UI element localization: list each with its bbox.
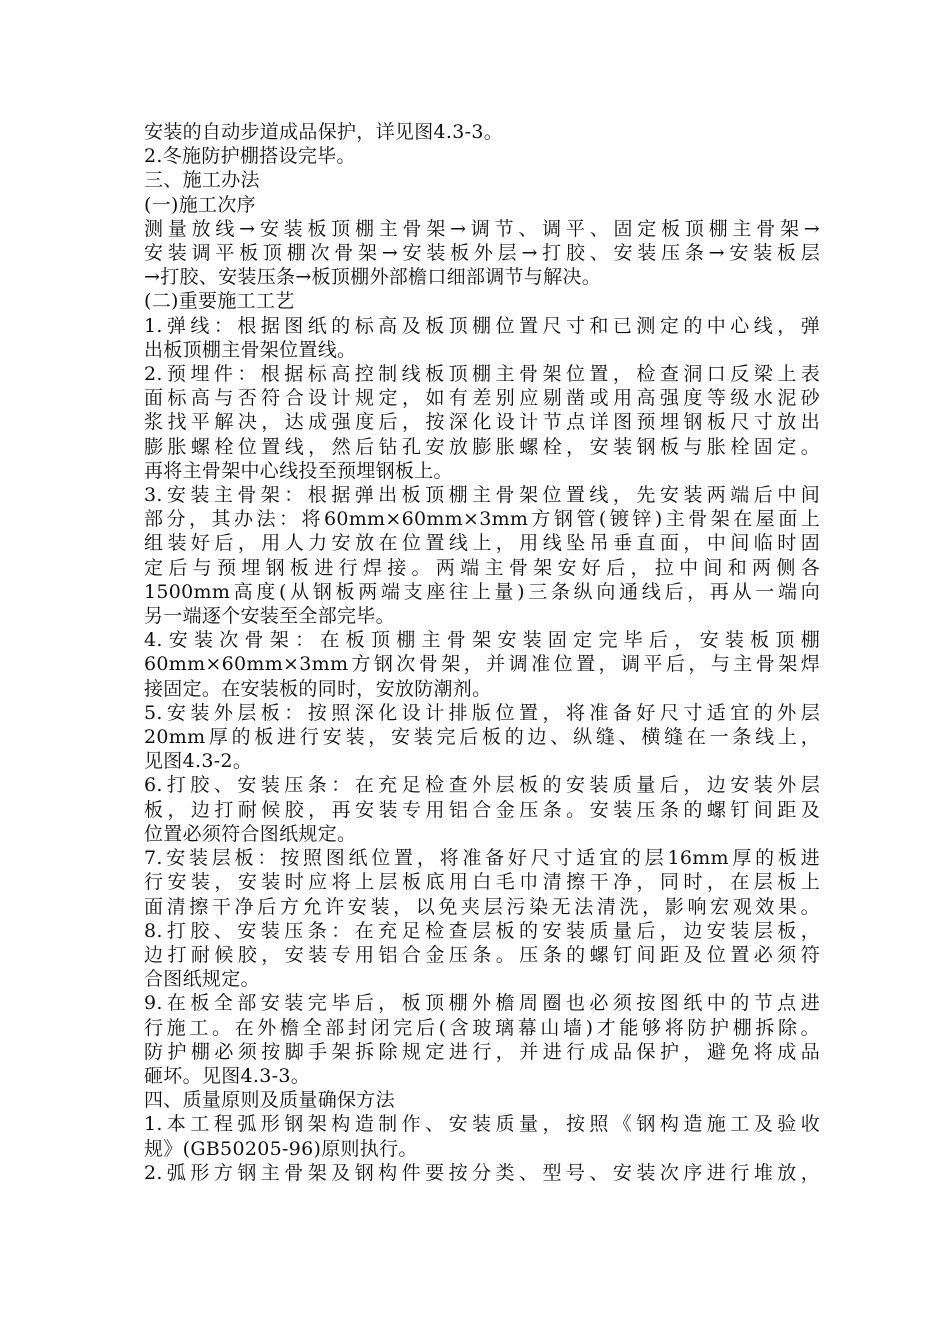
text-line: 边打耐候胶，安装专用铝合金压条。压条的螺钉间距及位置必须符 bbox=[144, 943, 820, 966]
text-line: 2.弧形方钢主骨架及钢构件要按分类、型号、安装次序进行堆放， bbox=[144, 1161, 820, 1184]
text-line: 位置必须符合图纸规定。 bbox=[144, 822, 357, 845]
text-line: 见图4.3-2。 bbox=[144, 750, 253, 773]
text-line: 防护棚必须按脚手架拆除规定进行，并进行成品保护，避免将成品 bbox=[144, 1040, 820, 1063]
text-line: 20mm厚的板进行安装，安装完后板的边、纵缝、横缝在一条线上， bbox=[144, 726, 820, 749]
text-line: 测量放线→安装板顶棚主骨架→调节、调平、固定板顶棚主骨架→ bbox=[144, 217, 820, 240]
text-line: 8.打胶、安装压条：在充足检查层板的安装质量后，边安装层板， bbox=[144, 919, 820, 942]
text-line: 2.冬施防护棚搭设完毕。 bbox=[144, 145, 356, 168]
text-line: 面标高与否符合设计规定，如有差别应剔凿或用高强度等级水泥砂 bbox=[144, 387, 820, 410]
text-line: 安装调平板顶棚次骨架→安装板外层→打胶、安装压条→安装板层 bbox=[144, 242, 820, 265]
text-line: 行安装，安装时应将上层板底用白毛巾清擦干净，同时，在层板上 bbox=[144, 871, 820, 894]
text-line: 组装好后，用人力安放在位置线上，用线坠吊垂直面，中间临时固 bbox=[144, 532, 820, 555]
text-line: 浆找平解决，达成强度后，按深化设计节点详图预埋钢板尺寸放出 bbox=[144, 411, 820, 434]
text-line: 5.安装外层板：按照深化设计排版位置，将准备好尺寸适宜的外层 bbox=[144, 701, 820, 724]
text-line: 板，边打耐候胶，再安装专用铝合金压条。安装压条的螺钉间距及 bbox=[144, 798, 820, 821]
text-line: (一)施工次序 bbox=[144, 193, 256, 216]
text-line: 再将主骨架中心线投至预埋钢板上。 bbox=[144, 459, 453, 482]
text-line: 合图纸规定。 bbox=[144, 968, 260, 991]
text-line: 出板顶棚主骨架位置线。 bbox=[144, 338, 357, 361]
text-line: 1.弹线：根据图纸的标高及板顶棚位置尺寸和已测定的中心线，弹 bbox=[144, 314, 820, 337]
text-line: 9.在板全部安装完毕后，板顶棚外檐周圈也必须按图纸中的节点进 bbox=[144, 992, 820, 1015]
text-line: 膨胀螺栓位置线，然后钻孔安放膨胀螺栓，安装钢板与胀栓固定。 bbox=[144, 435, 820, 458]
text-line: (二)重要施工工艺 bbox=[144, 290, 295, 313]
text-line: 四、质量原则及质量确保方法 bbox=[144, 1089, 395, 1112]
text-line: 行施工。在外檐全部封闭完后(含玻璃幕山墙)才能够将防护棚拆除。 bbox=[144, 1016, 820, 1039]
text-line: 60mm×60mm×3mm方钢次骨架，并调准位置，调平后，与主骨架焊 bbox=[144, 653, 820, 676]
text-line: 部分，其办法：将60mm×60mm×3mm方钢管(镀锌)主骨架在屋面上 bbox=[144, 508, 820, 531]
text-line: 规》(GB50205-96)原则执行。 bbox=[144, 1137, 418, 1160]
text-line: 接固定。在安装板的同时，安放防潮剂。 bbox=[144, 677, 492, 700]
text-line: →打胶、安装压条→板顶棚外部檐口细部调节与解决。 bbox=[144, 266, 602, 289]
text-line: 6.打胶、安装压条：在充足检查外层板的安装质量后，边安装外层 bbox=[144, 774, 820, 797]
text-line: 安装的自动步道成品保护，详见图4.3-3。 bbox=[144, 121, 504, 143]
text-line: 3.安装主骨架：根据弹出板顶棚主骨架位置线，先安装两端后中间 bbox=[144, 484, 820, 507]
text-line: 砸坏。见图4.3-3。 bbox=[144, 1064, 311, 1087]
text-line: 另一端逐个安装至全部完毕。 bbox=[144, 605, 395, 628]
text-line: 三、施工办法 bbox=[144, 169, 260, 192]
text-line: 2.预埋件：根据标高控制线板顶棚主骨架位置，检查洞口反梁上表 bbox=[144, 363, 820, 386]
text-line: 面清擦干净后方允许安装，以免夹层污染无法清洗，影响宏观效果。 bbox=[144, 895, 820, 918]
text-line: 7.安装层板：按照图纸位置，将准备好尺寸适宜的层16mm厚的板进 bbox=[144, 847, 820, 870]
text-line: 4.安装次骨架：在板顶棚主骨架安装固定完毕后，安装板顶棚 bbox=[144, 629, 820, 652]
text-line: 1500mm高度(从钢板两端支座往上量)三条纵向通线后，再从一端向 bbox=[144, 580, 820, 603]
text-line: 1.本工程弧形钢架构造制作、安装质量，按照《钢构造施工及验收 bbox=[144, 1113, 820, 1136]
document-page bbox=[144, 120, 820, 1185]
text-line: 定后与预埋钢板进行焊接。两端主骨架安好后，拉中间和两侧各 bbox=[144, 556, 820, 579]
